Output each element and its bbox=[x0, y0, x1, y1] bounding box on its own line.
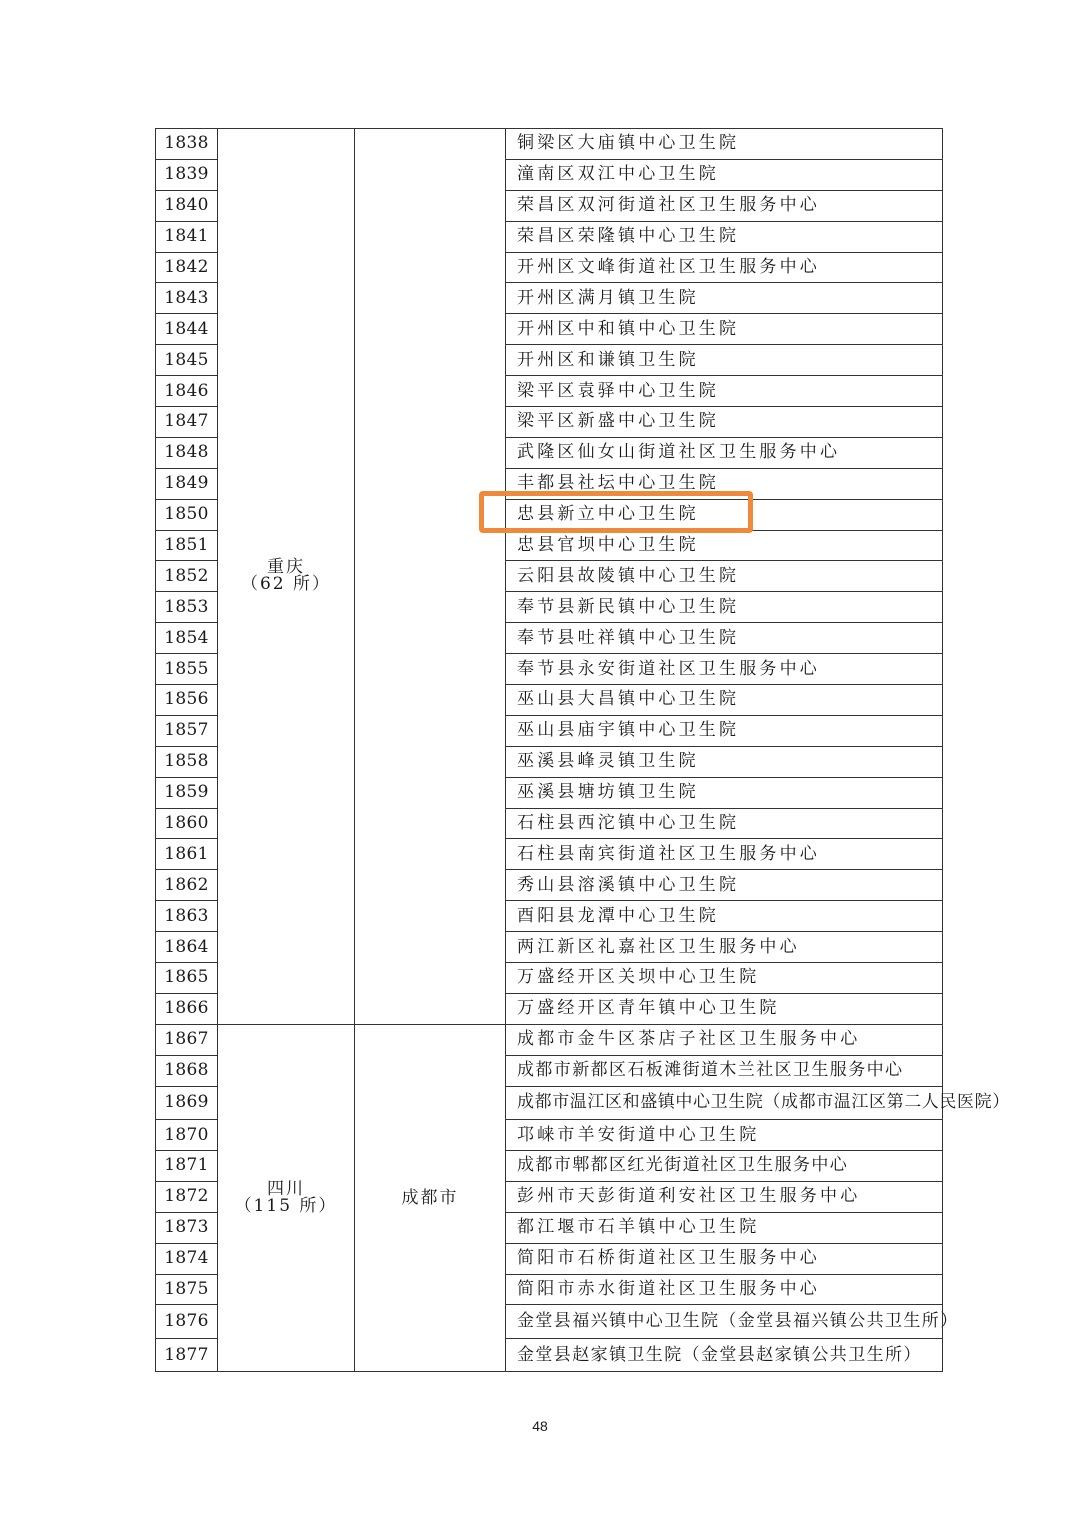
institution-name: 酉阳县龙潭中心卫生院 bbox=[506, 901, 943, 932]
row-number: 1865 bbox=[156, 963, 218, 994]
institution-name: 万盛经开区青年镇中心卫生院 bbox=[506, 993, 943, 1024]
institution-name: 潼南区双江中心卫生院 bbox=[506, 159, 943, 190]
row-number: 1842 bbox=[156, 252, 218, 283]
institution-name: 秀山县溶溪镇中心卫生院 bbox=[506, 870, 943, 901]
institution-name: 梁平区新盛中心卫生院 bbox=[506, 407, 943, 438]
institution-name: 简阳市赤水街道社区卫生服务中心 bbox=[506, 1274, 943, 1305]
row-number: 1866 bbox=[156, 993, 218, 1024]
row-number: 1853 bbox=[156, 592, 218, 623]
institution-name: 简阳市石桥街道社区卫生服务中心 bbox=[506, 1243, 943, 1274]
page-number: 48 bbox=[532, 1418, 548, 1434]
row-number: 1848 bbox=[156, 437, 218, 468]
institution-name: 石柱县西沱镇中心卫生院 bbox=[506, 808, 943, 839]
row-number: 1862 bbox=[156, 870, 218, 901]
row-number: 1863 bbox=[156, 901, 218, 932]
row-number: 1847 bbox=[156, 407, 218, 438]
row-number: 1877 bbox=[156, 1338, 218, 1372]
institution-name: 铜梁区大庙镇中心卫生院 bbox=[506, 129, 943, 160]
row-number: 1859 bbox=[156, 777, 218, 808]
institution-name: 梁平区袁驿中心卫生院 bbox=[506, 376, 943, 407]
row-number: 1875 bbox=[156, 1274, 218, 1305]
row-number: 1841 bbox=[156, 221, 218, 252]
province-count: （62 所） bbox=[240, 574, 332, 595]
row-number: 1873 bbox=[156, 1212, 218, 1243]
institution-name: 万盛经开区关坝中心卫生院 bbox=[506, 963, 943, 994]
city-cell: 成都市 bbox=[355, 1024, 506, 1372]
institution-name: 奉节县新民镇中心卫生院 bbox=[506, 592, 943, 623]
table-row bbox=[156, 1024, 943, 1055]
institution-name: 巫山县庙宇镇中心卫生院 bbox=[506, 715, 943, 746]
institution-name: 成都市郫都区红光街道社区卫生服务中心 bbox=[506, 1151, 943, 1182]
row-number: 1868 bbox=[156, 1055, 218, 1086]
province-name: 四川 bbox=[267, 1179, 305, 1200]
province-cell bbox=[218, 1024, 355, 1372]
row-number: 1864 bbox=[156, 932, 218, 963]
row-number: 1855 bbox=[156, 654, 218, 685]
institution-name: 奉节县吐祥镇中心卫生院 bbox=[506, 623, 943, 654]
row-number: 1845 bbox=[156, 345, 218, 376]
institution-name: 彭州市天彭街道利安社区卫生服务中心 bbox=[506, 1181, 943, 1212]
institution-name: 云阳县故陵镇中心卫生院 bbox=[506, 561, 943, 592]
row-number: 1871 bbox=[156, 1151, 218, 1182]
row-number: 1849 bbox=[156, 468, 218, 499]
province-cell bbox=[218, 129, 355, 1025]
row-number: 1861 bbox=[156, 839, 218, 870]
institution-name: 奉节县永安街道社区卫生服务中心 bbox=[506, 654, 943, 685]
institution-name: 荣昌区双河街道社区卫生服务中心 bbox=[506, 190, 943, 221]
institution-name: 石柱县南宾街道社区卫生服务中心 bbox=[506, 839, 943, 870]
row-number: 1858 bbox=[156, 746, 218, 777]
institution-name: 成都市温江区和盛镇中心卫生院（成都市温江区第二人民医院） bbox=[506, 1086, 943, 1120]
institution-table bbox=[155, 128, 1010, 1372]
row-number: 1867 bbox=[156, 1024, 218, 1055]
institution-name: 开州区和谦镇卫生院 bbox=[506, 345, 943, 376]
row-number: 1846 bbox=[156, 376, 218, 407]
institution-name: 邛崃市羊安街道中心卫生院 bbox=[506, 1120, 943, 1151]
row-number: 1840 bbox=[156, 190, 218, 221]
row-number: 1844 bbox=[156, 314, 218, 345]
institution-name: 丰都县社坛中心卫生院 bbox=[506, 468, 943, 499]
institution-name: 忠县官坝中心卫生院 bbox=[506, 530, 943, 561]
institution-name: 开州区满月镇卫生院 bbox=[506, 283, 943, 314]
row-number: 1852 bbox=[156, 561, 218, 592]
row-number: 1854 bbox=[156, 623, 218, 654]
row-number: 1870 bbox=[156, 1120, 218, 1151]
row-number: 1843 bbox=[156, 283, 218, 314]
institution-name: 忠县新立中心卫生院 bbox=[506, 499, 943, 530]
table-row bbox=[156, 129, 943, 160]
institution-name: 巫山县大昌镇中心卫生院 bbox=[506, 685, 943, 716]
institution-name: 金堂县福兴镇中心卫生院（金堂县福兴镇公共卫生所） bbox=[506, 1305, 943, 1339]
row-number: 1851 bbox=[156, 530, 218, 561]
institution-name: 两江新区礼嘉社区卫生服务中心 bbox=[506, 932, 943, 963]
province-name: 重庆 bbox=[267, 557, 305, 578]
institution-name: 开州区中和镇中心卫生院 bbox=[506, 314, 943, 345]
institution-name: 成都市新都区石板滩街道木兰社区卫生服务中心 bbox=[506, 1055, 943, 1086]
institution-name: 荣昌区荣隆镇中心卫生院 bbox=[506, 221, 943, 252]
institution-name: 开州区文峰街道社区卫生服务中心 bbox=[506, 252, 943, 283]
row-number: 1850 bbox=[156, 499, 218, 530]
province-count: （115 所） bbox=[234, 1196, 338, 1217]
institution-name: 巫溪县塘坊镇卫生院 bbox=[506, 777, 943, 808]
row-number: 1857 bbox=[156, 715, 218, 746]
city-cell bbox=[355, 129, 506, 1025]
row-number: 1838 bbox=[156, 129, 218, 160]
row-number: 1874 bbox=[156, 1243, 218, 1274]
institution-name: 金堂县赵家镇卫生院（金堂县赵家镇公共卫生所） bbox=[506, 1338, 943, 1372]
highlight-box bbox=[479, 491, 753, 533]
row-number: 1872 bbox=[156, 1181, 218, 1212]
institution-name: 巫溪县峰灵镇卫生院 bbox=[506, 746, 943, 777]
row-number: 1869 bbox=[156, 1086, 218, 1120]
institution-name: 武隆区仙女山街道社区卫生服务中心 bbox=[506, 437, 943, 468]
row-number: 1876 bbox=[156, 1305, 218, 1339]
institution-name: 成都市金牛区茶店子社区卫生服务中心 bbox=[506, 1024, 943, 1055]
institution-name: 都江堰市石羊镇中心卫生院 bbox=[506, 1212, 943, 1243]
row-number: 1860 bbox=[156, 808, 218, 839]
row-number: 1839 bbox=[156, 159, 218, 190]
row-number: 1856 bbox=[156, 685, 218, 716]
